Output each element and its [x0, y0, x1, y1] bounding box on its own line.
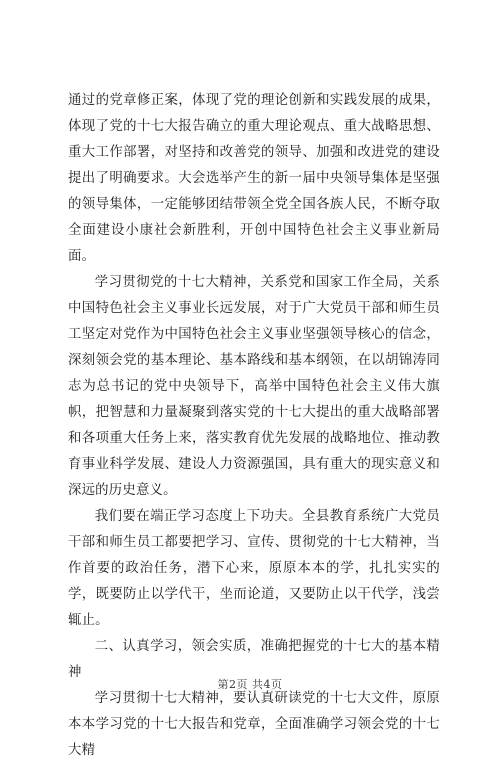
paragraph-study-documents: 学习贯彻十七大精神，要认真研读党的十七大文件，原原本本学习党的十七大报告和党章，全面准确学习领会党的十七大精 [68, 691, 440, 758]
paragraph-significance: 学习贯彻党的十七大精神，关系党和国家工作全局，关系中国特色社会主义事业长远发展，对于广大党员干部和师生员工坚定对党作为中国特色社会主义事业坚强领导核心的信念，深刻领会党的基本理论、基本路线和基本纲领，在以胡锦涛同志为总书记的党中央领导下，高举中国特色社会主义伟大旗帜，把智慧和力量凝聚到落实党的十七大提出的重大战略部署和各项重大任务上来，落实教育优先发展的战略地位、推动教育事业科学发展、建设人力资源强国，具有重大的现实意义和深远的历史意义。 [68, 275, 440, 498]
paragraph-continuation: 通过的党章修正案，体现了党的理论创新和实践发展的成果，体现了党的十七大报告确立的重大理论观点、重大战略思想、重大工作部署，对坚持和改善党的领导、加强和改进党的建设提出了明确要求。大会选举产生的新一届中央领导集体是坚强的领导集体，一定能够团结带领全党全国各族人民，不断夺取全面建设小康社会新胜利，开创中国特色社会主义事业新局面。 [68, 93, 440, 264]
document-body [68, 88, 440, 764]
page-number-footer: 第2页 共4页 [217, 678, 283, 691]
paragraph-study-attitude: 我们要在端正学习态度上下功夫。全县教育系统广大党员干部和师生员工都要把学习、宣传、贯彻党的十七大精神，当作首要的政治任务，潜下心来，原原本本的学，扎扎实实的学，既要防止以学代干，坐而论道，又要防止以干代学，浅尝辄止。 [68, 509, 440, 628]
section-heading: 二、认真学习，领会实质，准确把握党的十七大的基本精神 [68, 639, 440, 680]
